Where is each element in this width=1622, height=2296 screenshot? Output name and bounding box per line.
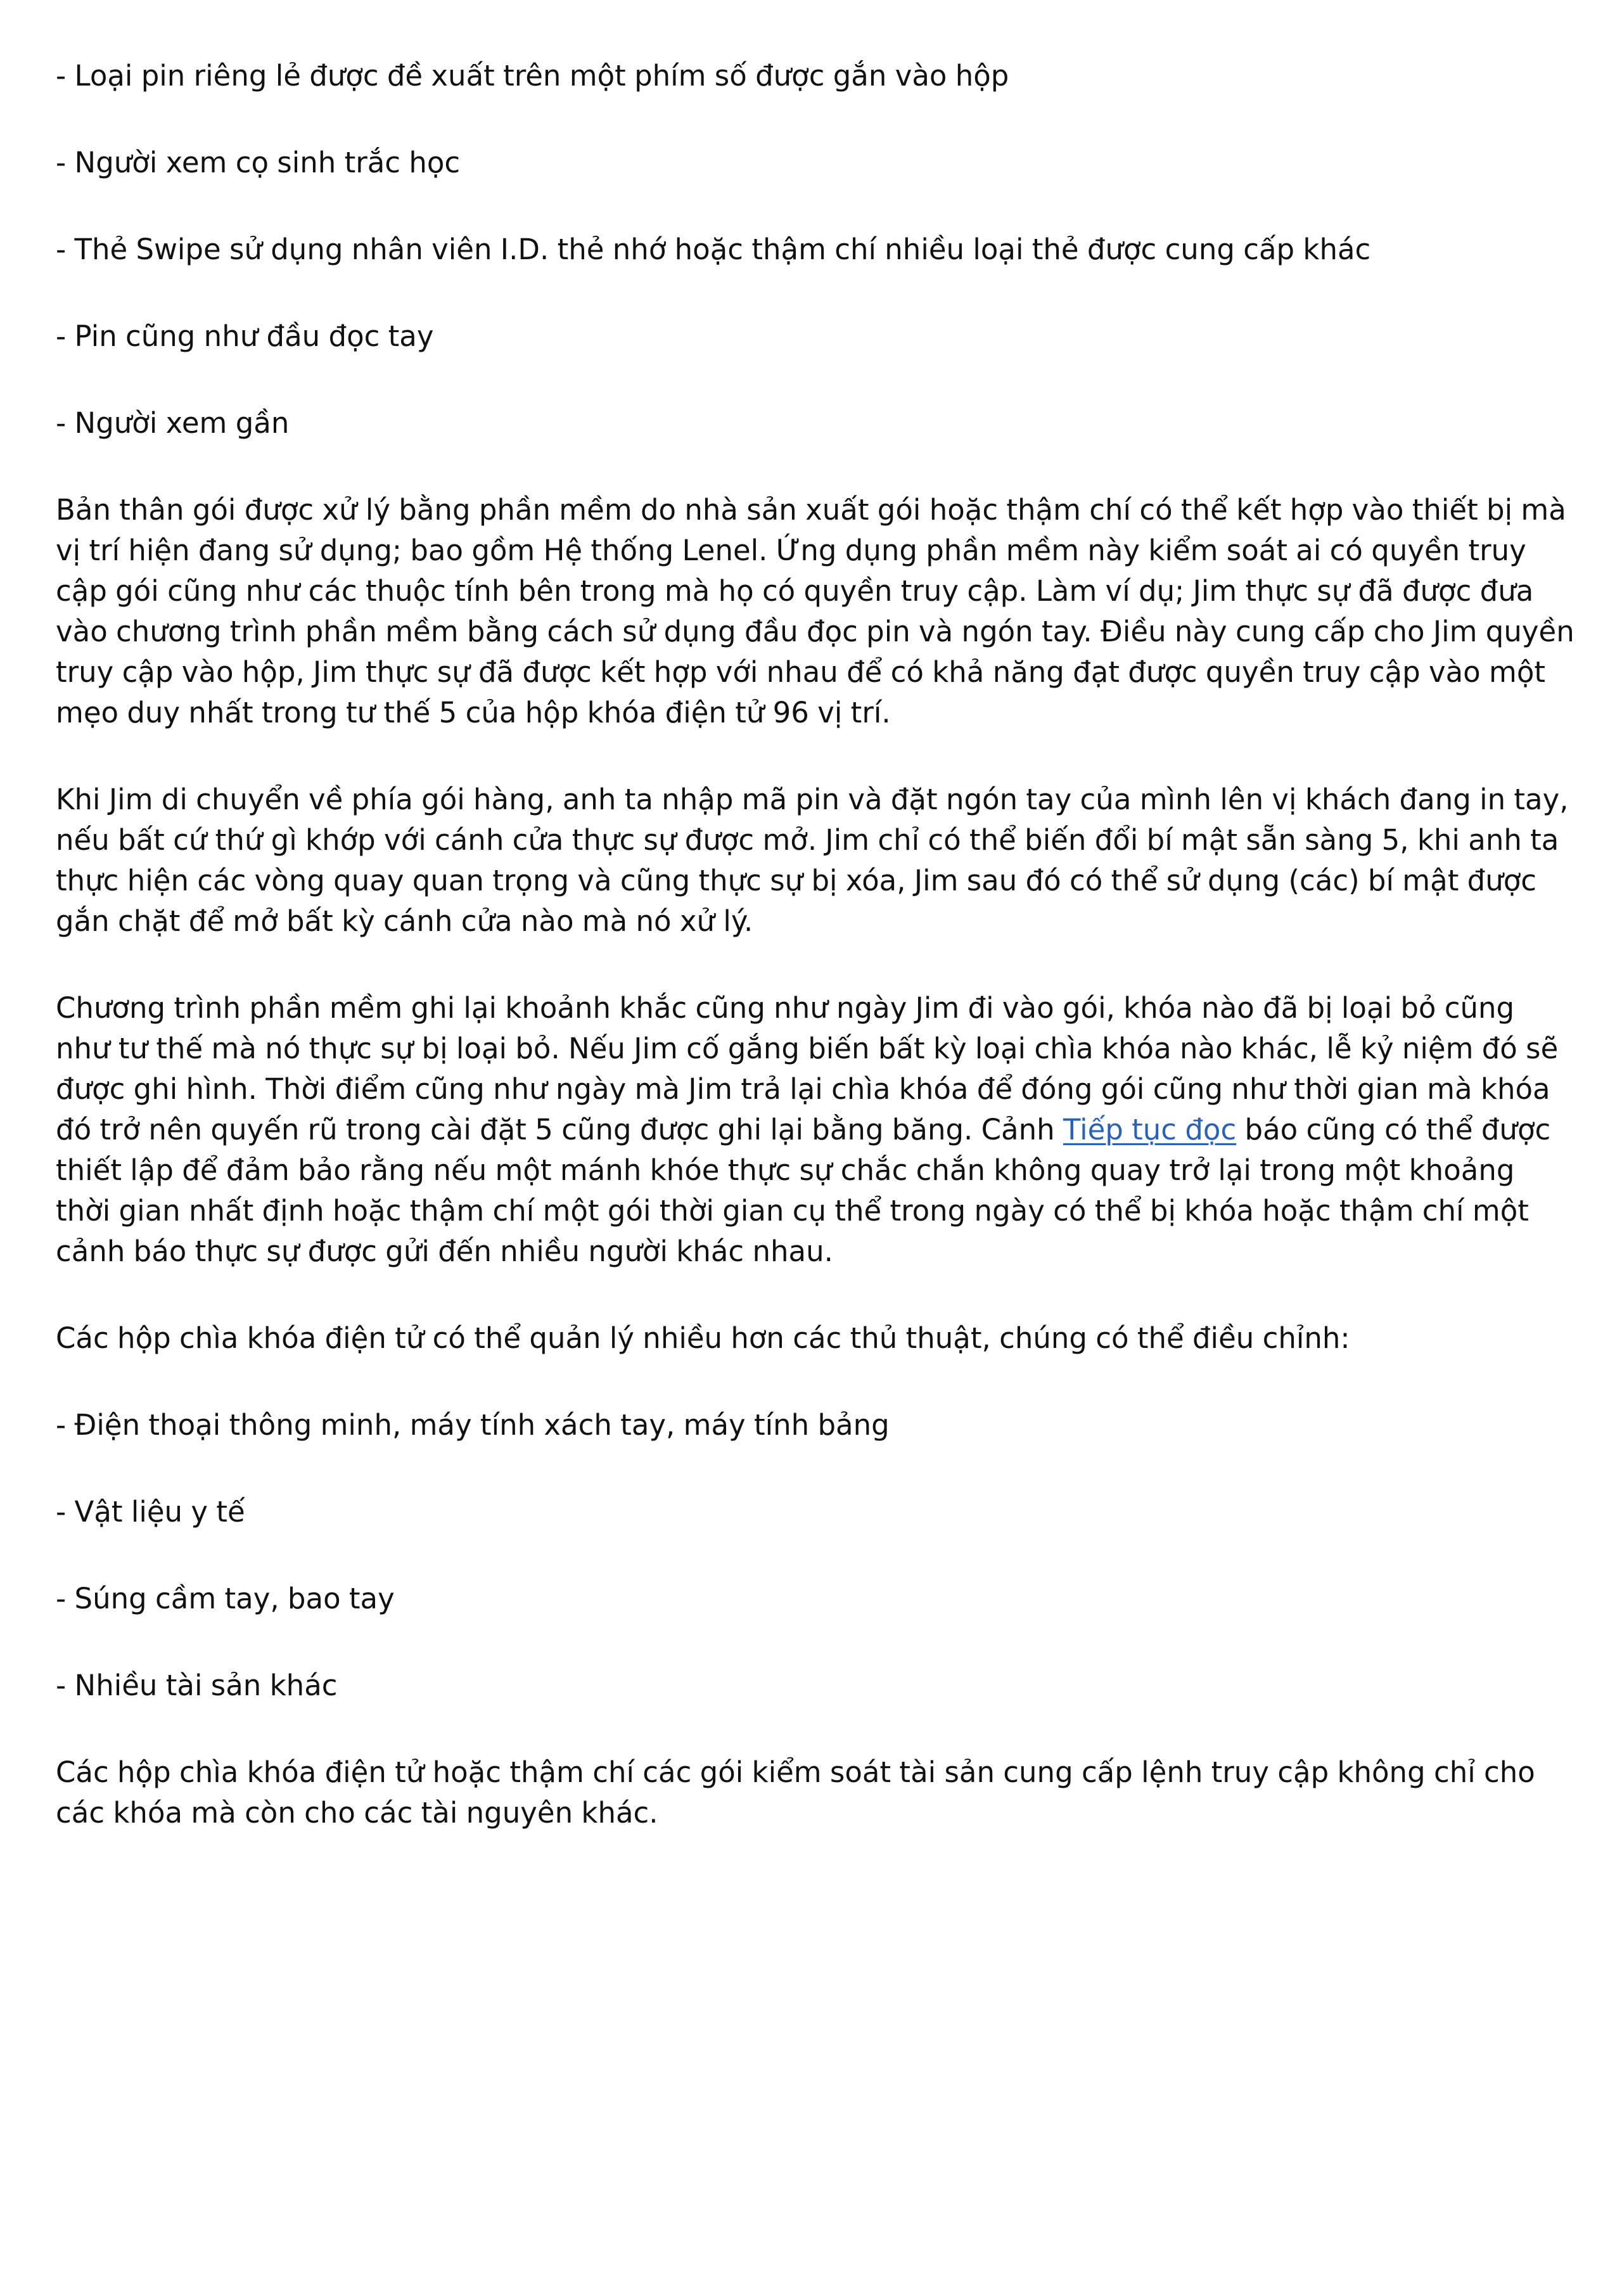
paragraph-logging-text-end: báo cũng có thể được thiết lập để đảm bảo rằng nếu một mánh khóe thực sự chắc chắn không quay trở lại trong một khoảng thời gian nhất định hoặc thậm chí một gói thời gian cụ thể trong ngày có thể bị khóa hoặc thậm chí một cảnh báo thực sự được gửi đến nhiều người khác nhau. [56,1113,1551,1268]
paragraph-jim-access: Khi Jim di chuyển về phía gói hàng, anh ta nhập mã pin và đặt ngón tay của mình lên vị khách đang in tay, nếu bất cứ thứ gì khớp với cánh cửa thực sự được mở. Jim chỉ có thể biến đổi bí mật sẵn sàng 5, khi anh ta thực hiện các vòng quay quan trọng và cũng thực sự bị xóa, Jim sau đó có thể sử dụng (các) bí mật được gắn chặt để mở bất kỳ cánh cửa nào mà nó xử lý. [56,783,1569,938]
paragraph-logging [56,988,1576,1272]
paragraph-conclusion: Các hộp chìa khóa điện tử hoặc thậm chí các gói kiểm soát tài sản cung cấp lệnh truy cập không chỉ cho các khóa mà còn cho các tài nguyên khác. [56,1755,1535,1830]
list-item: - Súng cầm tay, bao tay [56,1582,395,1615]
list-item: - Nhiều tài sản khác [56,1669,338,1702]
list-item: - Điện thoại thông minh, máy tính xách tay, máy tính bảng [56,1408,890,1442]
continue-reading-link[interactable]: Tiếp tục đọc [1063,1113,1237,1146]
list-item: - Pin cũng như đầu đọc tay [56,319,434,353]
list-item: - Loại pin riêng lẻ được đề xuất trên một phím số được gắn vào hộp [56,59,1009,93]
paragraph-manage-more: Các hộp chìa khóa điện tử có thể quản lý nhiều hơn các thủ thuật, chúng có thể điều chỉnh: [56,1321,1350,1355]
list-item: - Người xem cọ sinh trắc học [56,146,461,179]
list-item: - Thẻ Swipe sử dụng nhân viên I.D. thẻ nhớ hoặc thậm chí nhiều loại thẻ được cung cấp khác [56,233,1371,266]
paragraph-logging-text-start: Chương trình phần mềm ghi lại khoảnh khắc cũng như ngày Jim đi vào gói, khóa nào đã bị loại bỏ cũng như tư thế mà nó thực sự bị loại bỏ. Nếu Jim cố gắng biến bất kỳ loại chìa khóa nào khác, lễ kỷ niệm đó sẽ được ghi hình. Thời điểm cũng như ngày mà Jim trả lại chìa khóa để đóng gói cũng như thời gian mà khóa đó trở nên quyến rũ trong cài đặt 5 cũng được ghi lại bằng băng. Cảnh [56,991,1559,1146]
paragraph-lenel-software: Bản thân gói được xử lý bằng phần mềm do nhà sản xuất gói hoặc thậm chí có thể kết hợp vào thiết bị mà vị trí hiện đang sử dụng; bao gồm Hệ thống Lenel. Ứng dụng phần mềm này kiểm soát ai có quyền truy cập gói cũng như các thuộc tính bên trong mà họ có quyền truy cập. Làm ví dụ; Jim thực sự đã được đưa vào chương trình phần mềm bằng cách sử dụng đầu đọc pin và ngón tay. Điều này cung cấp cho Jim quyền truy cập vào hộp, Jim thực sự đã được kết hợp với nhau để có khả năng đạt được quyền truy cập vào một mẹo duy nhất trong tư thế 5 của hộp khóa điện tử 96 vị trí. [56,493,1574,729]
document-body [56,56,1576,1833]
list-item: - Người xem gần [56,406,290,440]
list-item: - Vật liệu y tế [56,1495,245,1529]
